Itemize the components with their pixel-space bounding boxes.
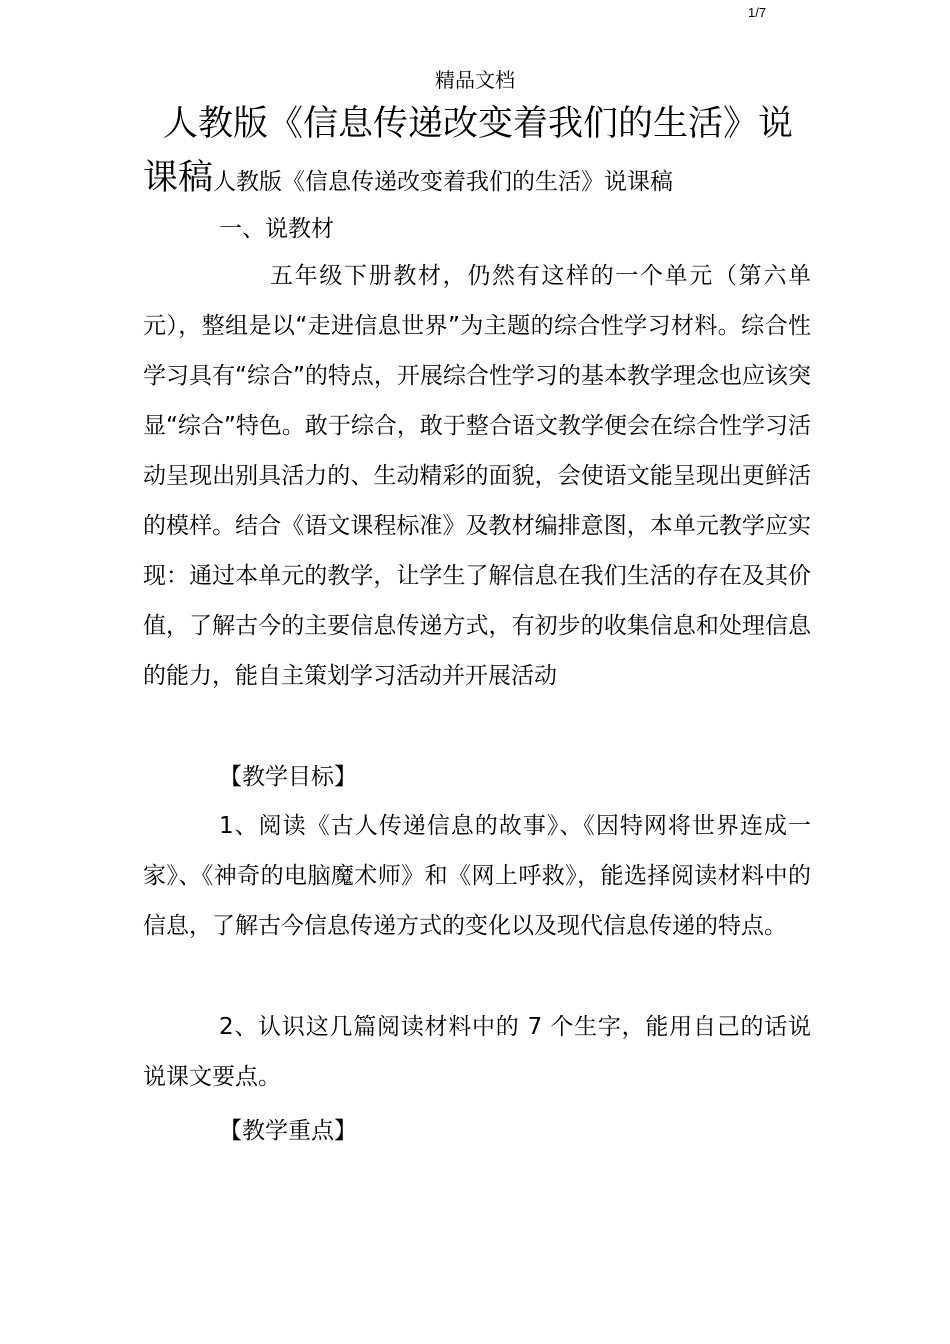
paragraph-objective-2: 2、认识这几篇阅读材料中的 7 个生字，能用自己的话说说课文要点。	[143, 1014, 811, 1090]
document-title-continuation	[143, 150, 673, 200]
title-line2-small: 人教版《信息传递改变着我们的生活》说课稿	[213, 169, 674, 195]
paragraph-objective-1: 1、阅读《古人传递信息的故事》、《因特网将世界连成一家》、《神奇的电脑魔术师》和《网上呼救》，能选择阅读材料中的信息，了解古今信息传递方式的变化以及现代信息传递的特点。	[143, 813, 811, 939]
section-heading-objectives: 【教学目标】	[219, 764, 357, 790]
section-heading-key-points: 【教学重点】	[219, 1118, 357, 1144]
title-line2-large: 课稿	[143, 158, 214, 198]
section-heading-teaching-material: 一、说教材	[219, 216, 334, 242]
document-title: 人教版《信息传递改变着我们的生活》说	[163, 104, 794, 144]
page-number: 1/7	[748, 5, 767, 20]
paragraph-teaching-material: 五年级下册教材，仍然有这样的一个单元（第六单元），整组是以“走进信息世界”为主题的综合性学习材料。综合性学习具有“综合”的特点，开展综合性学习的基本教学理念也应该突显“综合”特色。敢于综合，敢于整合语文教学便会在综合性学习活动呈现出别具活力的、生动精彩的面貌，会使语文能呈现出更鲜活的模样。结合《语文课程标准》及教材编排意图，本单元教学应实现：通过本单元的教学，让学生了解信息在我们生活的存在及其价值，了解古今的主要信息传递方式，有初步的收集信息和处理信息的能力，能自主策划学习活动并开展活动	[143, 263, 811, 689]
document-watermark-header: 精品文档	[435, 68, 515, 92]
